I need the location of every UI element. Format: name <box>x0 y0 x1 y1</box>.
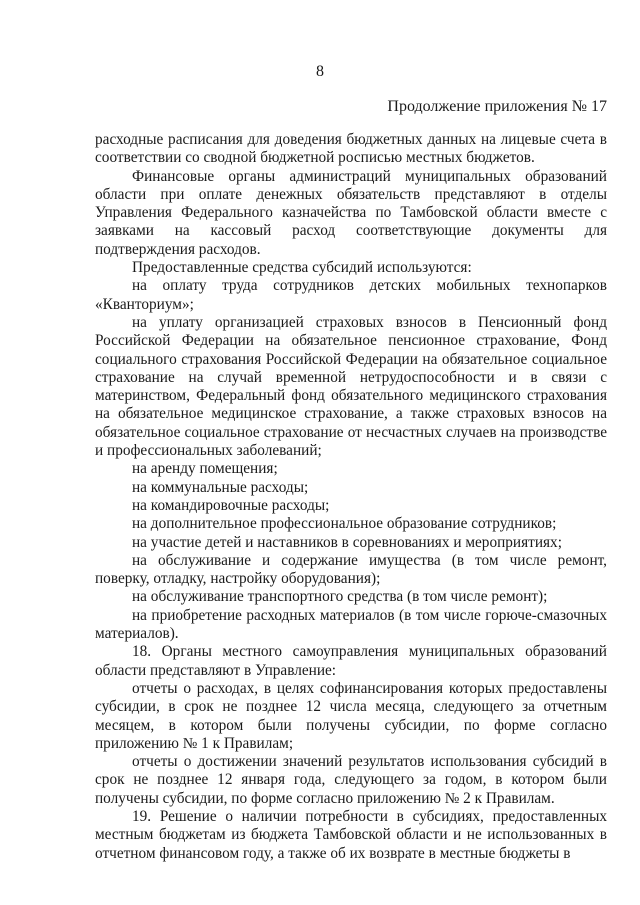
paragraph: 19. Решение о наличии потребности в субсидиях, предоставленных местным бюджетам из бюджета Тамбовской области и не использованных в отчетном финансовом году, а также об их возврате в местные бюджеты в <box>95 807 607 862</box>
paragraph: Предоставленные средства субсидий используются: <box>132 259 472 277</box>
paragraph: расходные расписания для доведения бюджетных данных на лицевые счета в соответствии со сводной бюджетной росписью местных бюджетов. <box>95 131 607 167</box>
list-item: на командировочные расходы; <box>132 496 330 514</box>
list-item: на обслуживание транспортного средства (в том числе ремонт); <box>132 588 548 606</box>
paragraph: 18. Органы местного самоуправления муниципальных образований области представляют в Управление: <box>95 643 607 679</box>
list-item: на приобретение расходных материалов (в том числе горюче-смазочных материалов). <box>95 606 607 643</box>
list-item: отчеты о расходах, в целях софинансирования которых предоставлены субсидии, в срок не позднее 12 числа месяца, следующего за отчетным месяцем, в котором были получены субсидии, по форме согласно приложению № 1 к Правилам; <box>95 679 607 752</box>
list-item: на дополнительное профессиональное образование сотрудников; <box>132 515 557 533</box>
list-item: на коммунальные расходы; <box>132 478 309 496</box>
document-body <box>95 131 607 863</box>
list-item: на аренду помещения; <box>132 460 278 478</box>
list-item: на оплату труда сотрудников детских мобильных технопарков «Кванториум»; <box>95 277 607 313</box>
paragraph: Финансовые органы администраций муниципальных образований области при оплате денежных обязательств представляют в отделы Управления Федерального казначейства по Тамбовской области вместе с заявками на кассовый расход соответствующие документы для подтверждения расходов. <box>95 167 607 258</box>
list-item: на участие детей и наставников в соревнованиях и мероприятиях; <box>132 533 562 551</box>
appendix-continuation-label: Продолжение приложения № 17 <box>387 98 607 115</box>
list-item: отчеты о достижении значений результатов использования субсидий в срок не позднее 12 января года, следующего за годом, в котором были получены субсидии, по форме согласно приложению № 2 к Правилам. <box>95 753 607 807</box>
list-item: на обслуживание и содержание имущества (в том числе ремонт, поверку, отладку, настройку оборудования); <box>95 551 607 588</box>
list-item: на уплату организацией страховых взносов в Пенсионный фонд Российской Федерации на обязательное пенсионное страхование, Фонд социального страхования Российской Федерации на обязательное социальное страхование на случай временной нетрудоспособности и в связи с материнством, Федеральный фонд обязательного медицинского страхования на обязательное медицинское страхование, а также страховых взносов на обязательное социальное страхование от несчастных случаев на производстве и профессиональных заболеваний; <box>95 313 607 460</box>
page-number: 8 <box>316 63 324 80</box>
